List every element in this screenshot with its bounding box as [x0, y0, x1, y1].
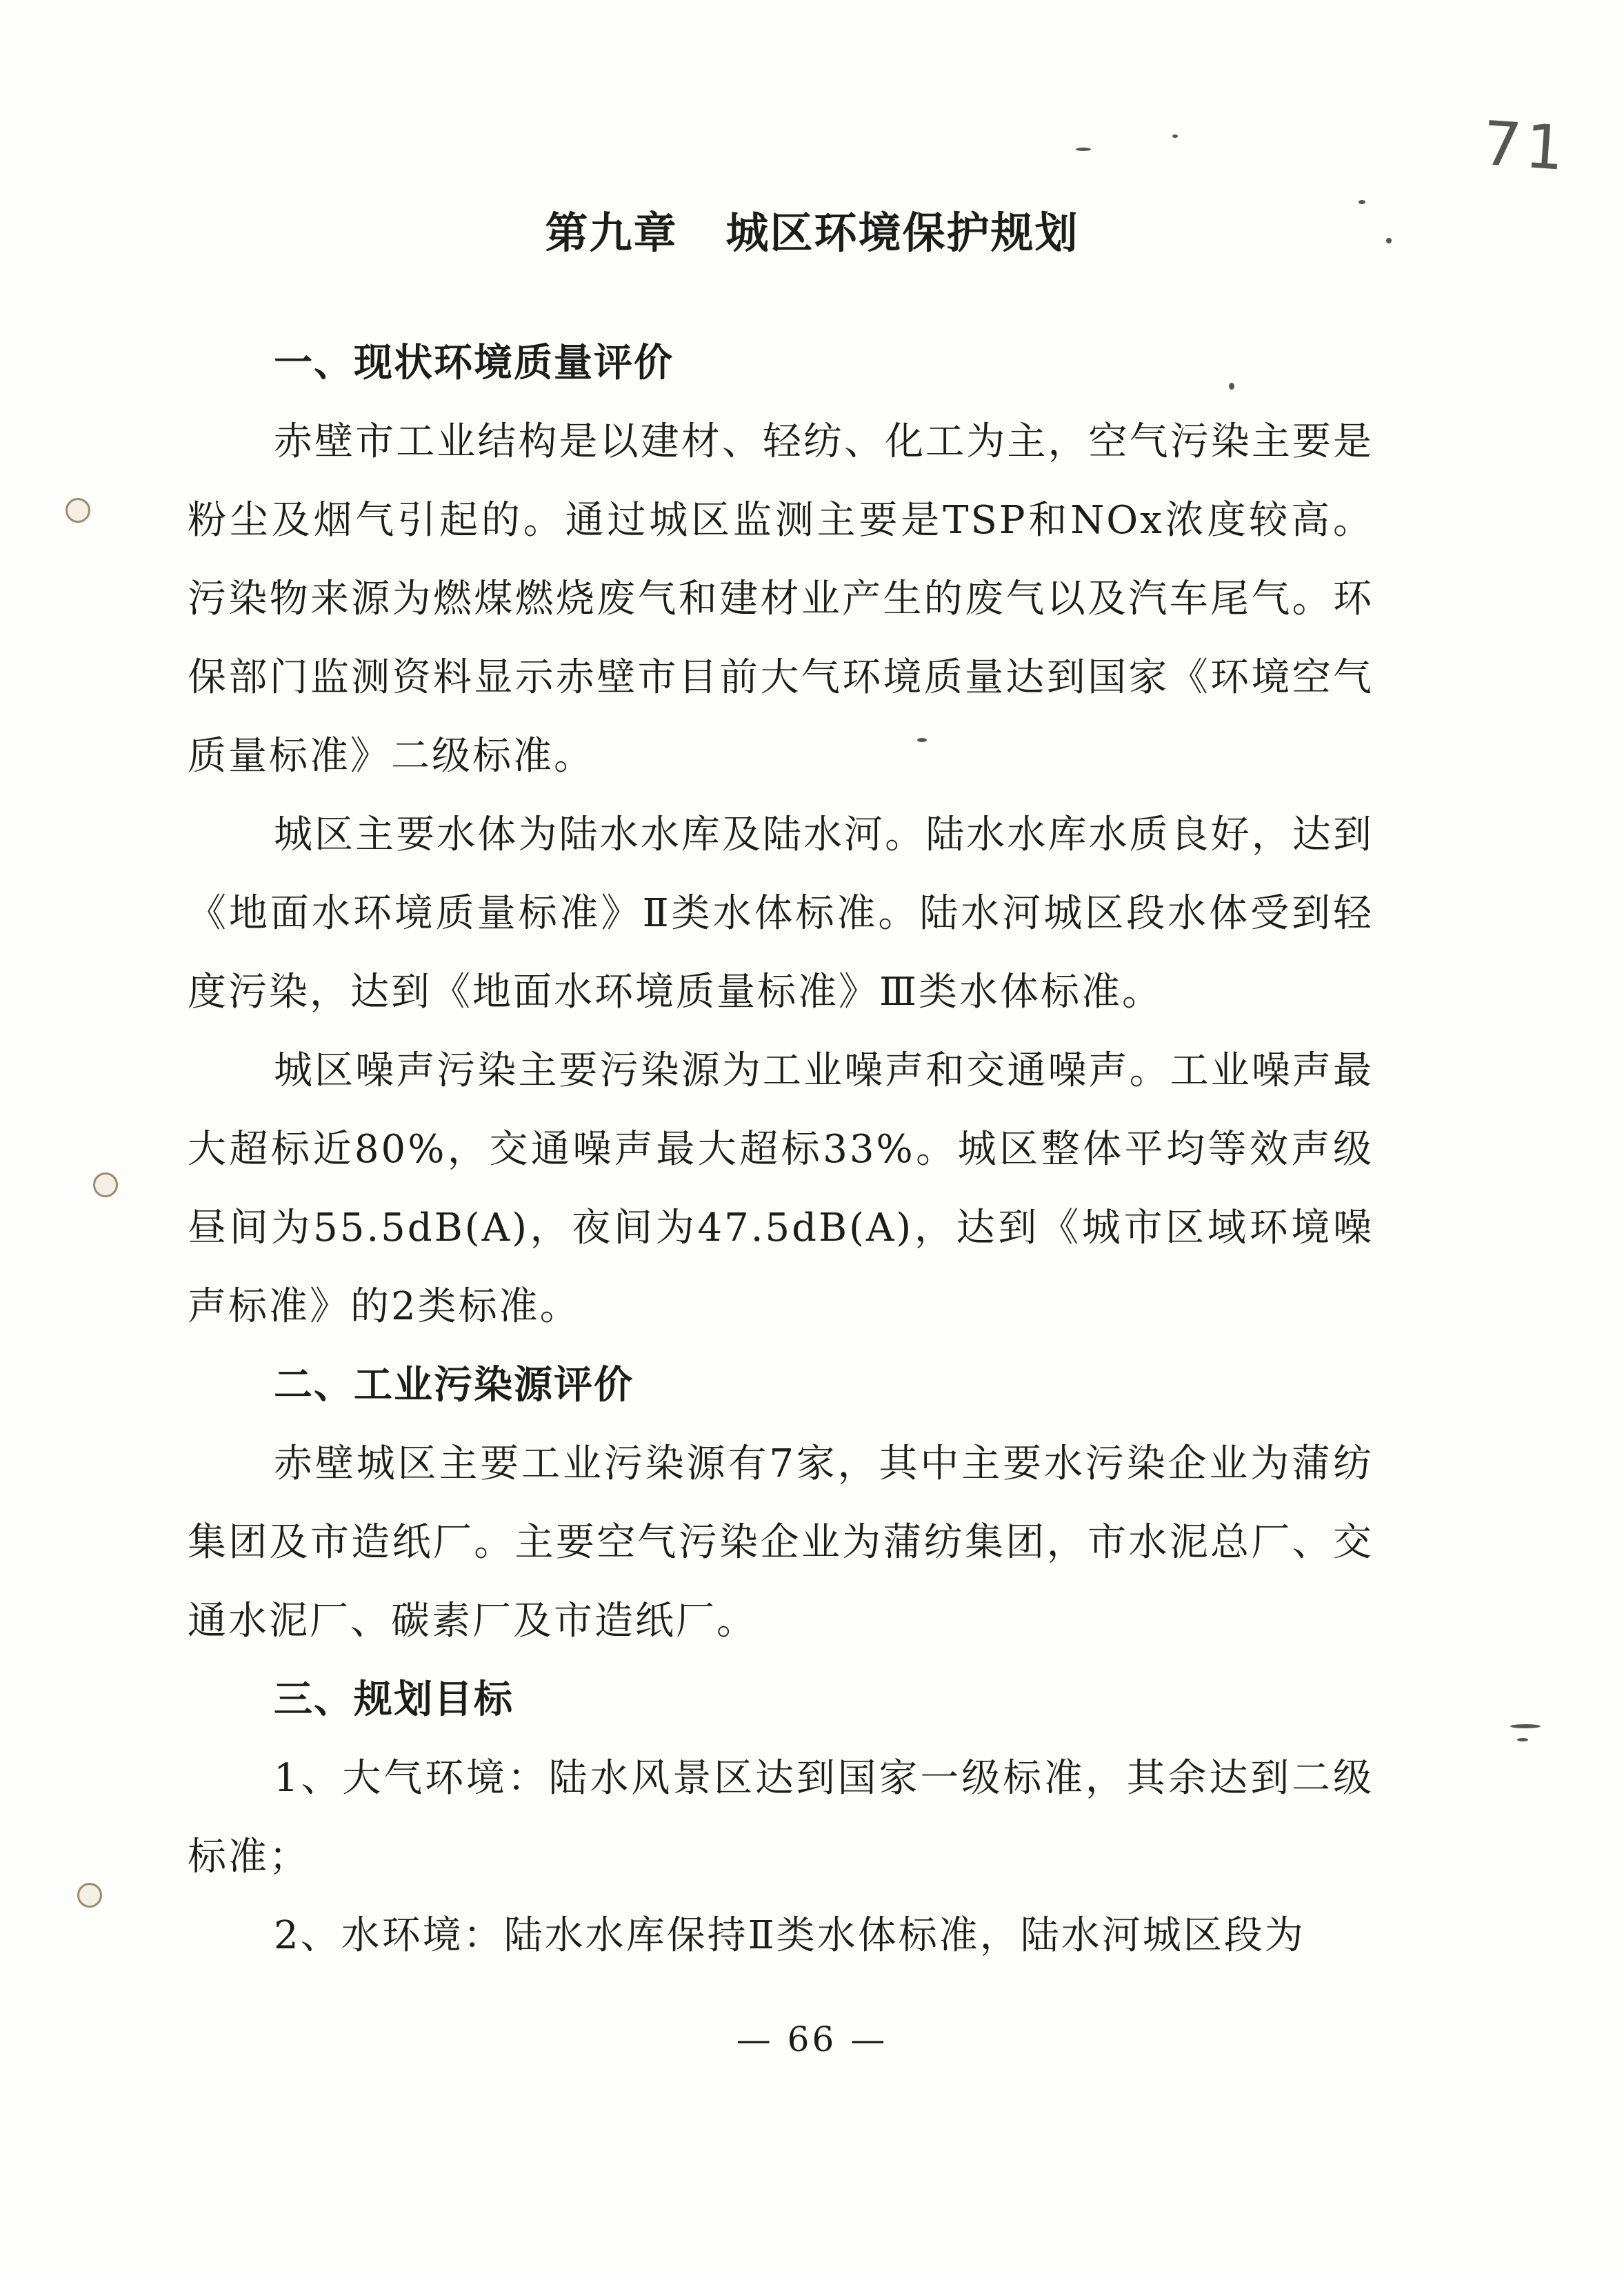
paragraph: 城区噪声污染主要污染源为工业噪声和交通噪声。工业噪声最大超标近80%，交通噪声最大超标33%。城区整体平均等效声级昼间为55.5dB(A)，夜间为47.5dB(A)，达到《城市区域环境噪声标准》的2类标准。 [188, 1048, 1374, 1329]
chapter-name: 城区环境保护规划 [725, 208, 1079, 258]
section-heading: 三、规划目标 [274, 1677, 514, 1722]
scan-speck [1510, 1724, 1541, 1728]
punch-hole-middle [93, 1172, 118, 1197]
paragraph: 1、大气环境：陆水风景区达到国家一级标准，其余达到二级标准； [188, 1756, 1374, 1879]
handwritten-page-note: 71 [1480, 107, 1571, 185]
chapter-number: 第九章 [545, 208, 678, 258]
paragraph: 2、水环境：陆水水库保持Ⅱ类水体标准，陆水河城区段为 [274, 1913, 1305, 1958]
paragraph: 赤壁市工业结构是以建材、轻纺、化工为主，空气污染主要是粉尘及烟气引起的。通过城区监测主要是TSP和NOx浓度较高。污染物来源为燃煤燃烧废气和建材业产生的废气以及汽车尾气。环保部门监测资料显示赤壁市目前大气环境质量达到国家《环境空气质量标准》二级标准。 [188, 419, 1374, 779]
page-number: — 66 — [736, 2019, 888, 2059]
body-text [188, 324, 1374, 1975]
chapter-title [0, 199, 1624, 260]
scan-speck [1076, 148, 1091, 151]
scan-speck [1172, 134, 1178, 138]
scan-speck [1517, 1738, 1528, 1741]
section-heading: 二、工业污染源评价 [274, 1363, 634, 1408]
paragraph: 城区主要水体为陆水水库及陆水河。陆水水库水质良好，达到《地面水环境质量标准》Ⅱ类水体标准。陆水河城区段水体受到轻度污染，达到《地面水环境质量标准》Ⅲ类水体标准。 [188, 812, 1374, 1015]
section-heading: 一、现状环境质量评价 [274, 341, 674, 386]
paragraph: 赤壁城区主要工业污染源有7家，其中主要水污染企业为蒲纺集团及市造纸厂。主要空气污染企业为蒲纺集团，市水泥总厂、交通水泥厂、碳素厂及市造纸厂。 [188, 1441, 1374, 1643]
punch-hole-top [66, 498, 90, 523]
punch-hole-bottom [77, 1883, 102, 1908]
